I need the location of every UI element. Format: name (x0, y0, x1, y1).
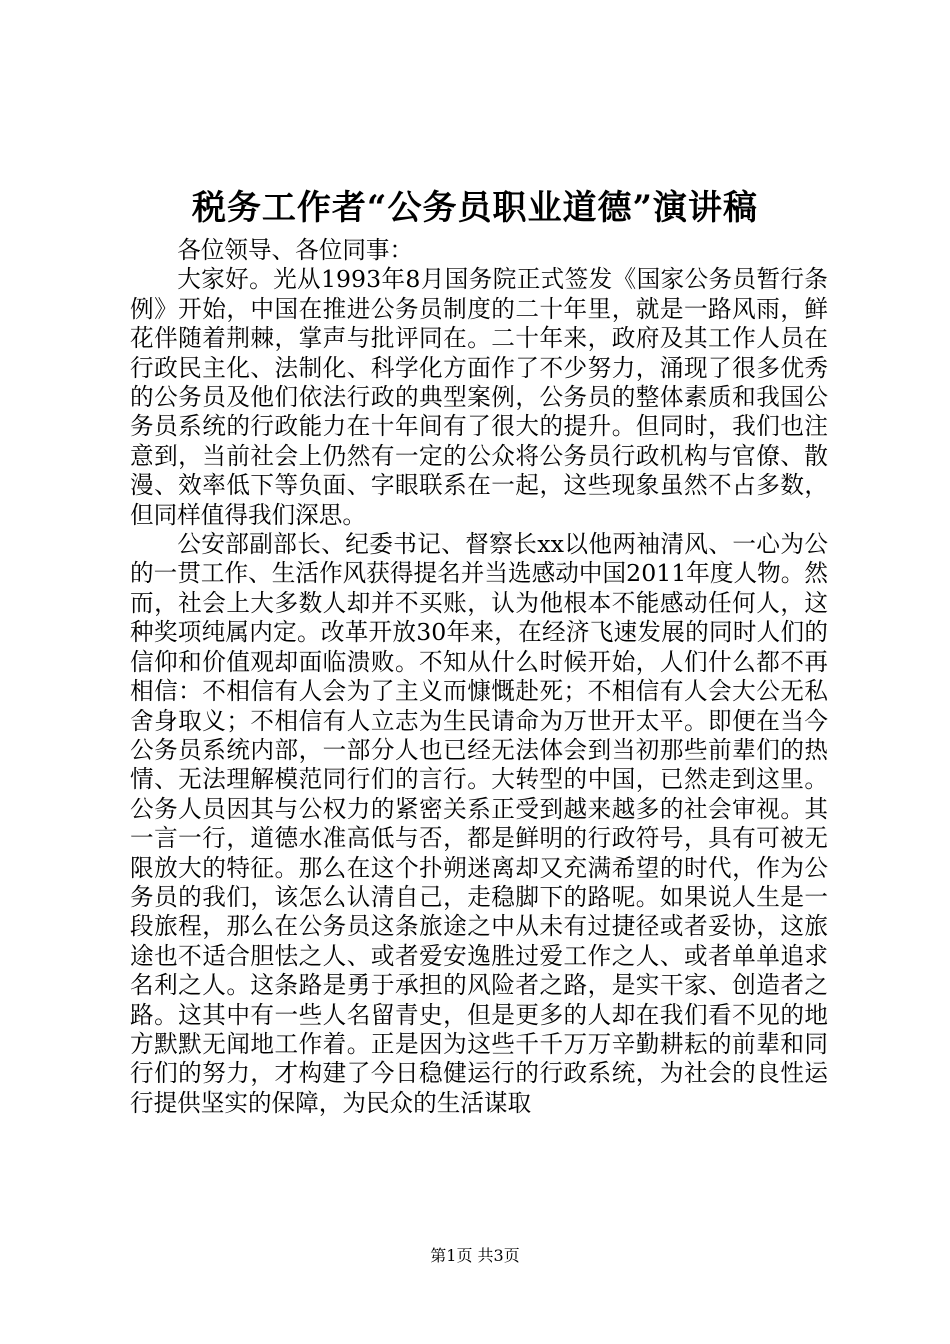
page-number-footer: 第1页 共3页 (430, 1246, 520, 1265)
body-paragraph-1: 大家好。光从1993年8月国务院正式签发《国家公务员暂行条例》开始，中国在推进公务员制度的二十年里，就是一路风雨，鲜花伴随着荆棘，掌声与批评同在。二十年来，政府及其工作人员在行政民主化、法制化、科学化方面作了不少努力，涌现了很多优秀的公务员及他们依法行政的典型案例，公务员的整体素质和我国公务员系统的行政能力在十年间有了很大的提升。但同时，我们也注意到，当前社会上仍然有一定的公众将公务员行政机构与官僚、散漫、效率低下等负面、字眼联系在一起，这些现象虽然不占多数，但同样值得我们深思。 (130, 265, 828, 529)
salutation-paragraph: 各位领导、各位同事： (177, 236, 414, 264)
body-paragraph-2: 公安部副部长、纪委书记、督察长xx以他两袖清风、一心为公的一贯工作、生活作风获得提名并当选感动中国2011年度人物。然而，社会上大多数人却并不买账，认为他根本不能感动任何人，这种奖项纯属内定。改革开放30年来，在经济飞速发展的同时人们的信仰和价值观却面临溃败。不知从什么时候开始，人们什么都不再相信：不相信有人会为了主义而慷慨赴死；不相信有人会大公无私舍身取义；不相信有人立志为生民请命为万世开太平。即便在当今公务员系统内部，一部分人也已经无法体会到当初那些前辈们的热情、无法理解模范同行们的言行。大转型的中国，已然走到这里。公务人员因其与公权力的紧密关系正受到越来越多的社会审视。其一言一行，道德水准高低与否，都是鲜明的行政符号，具有可被无限放大的特征。那么在这个扑朔迷离却又充满希望的时代，作为公务员的我们，该怎么认清自己，走稳脚下的路呢。如果说人生是一段旅程，那么在公务员这条旅途之中从未有过捷径或者妥协，这旅途也不适合胆怯之人、或者爱安逸胜过爱工作之人、或者单单追求名利之人。这条路是勇于承担的风险者之路，是实干家、创造者之路。这其中有一些人名留青史，但是更多的人却在我们看不见的地方默默无闻地工作着。正是因为这些千千万万辛勤耕耘的前辈和同行们的努力，才构建了今日稳健运行的行政系统，为社会的良性运行提供坚实的保障，为民众的生活谋取 (130, 530, 828, 1117)
document-title: 税务工作者“公务员职业道德”演讲稿 (191, 188, 759, 228)
document-body (130, 236, 828, 1118)
